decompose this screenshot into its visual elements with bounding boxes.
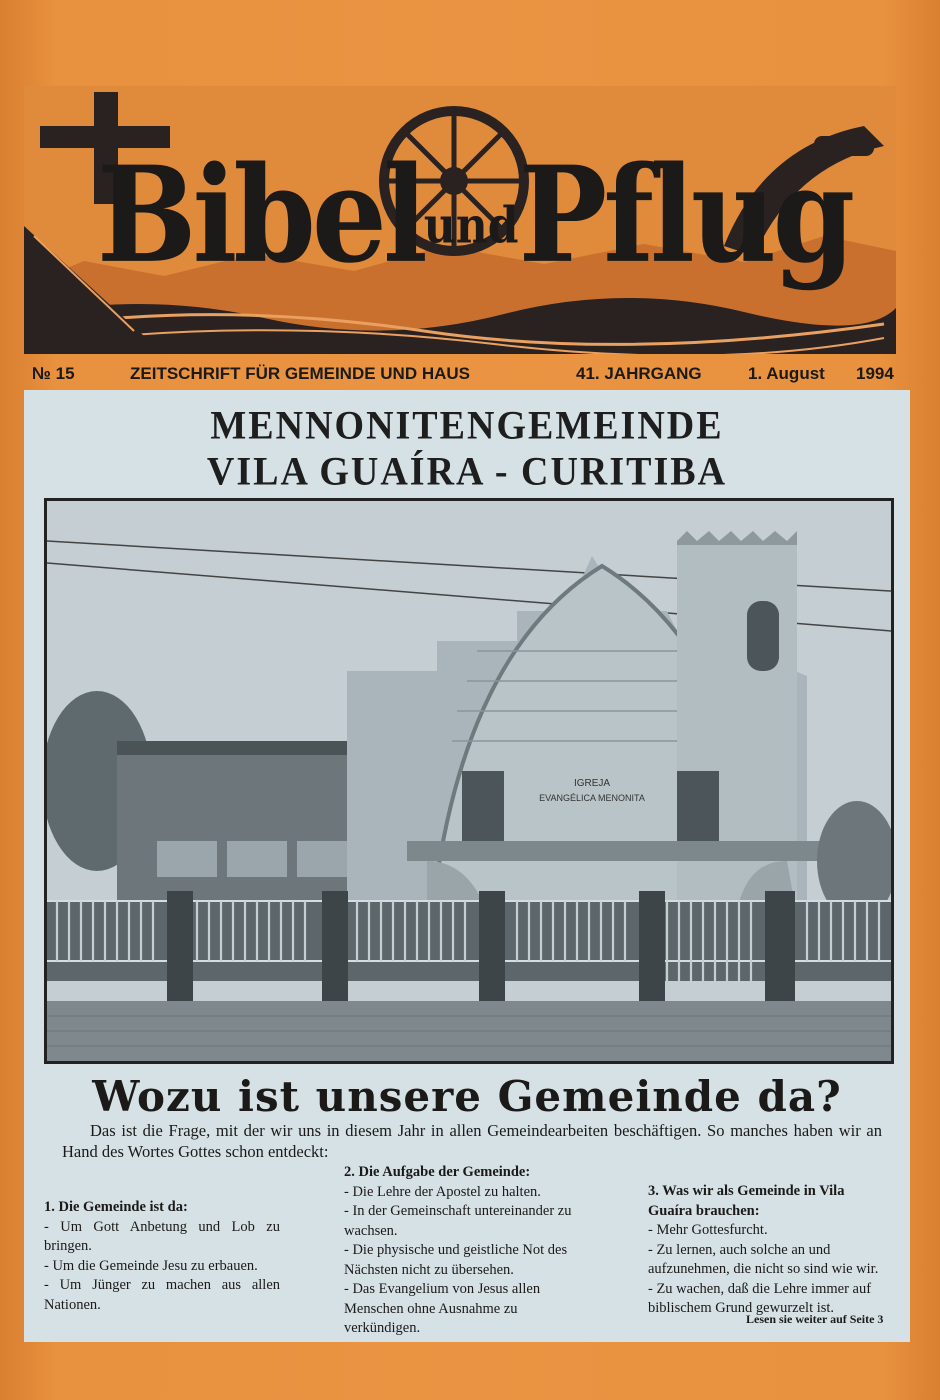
- headline-line-2: VILA GUAÍRA - CURITIBA: [206, 449, 728, 495]
- list-item: - In der Gemeinschaft untereinander zu wachsen.: [344, 1203, 572, 1239]
- article-intro: Das ist die Frage, mit der wir uns in diesem Jahr in allen Gemeindearbeiten beschäftigen. So manches haben wir an Hand des Wortes Gottes schon entdeckt:: [62, 1121, 882, 1161]
- list-item: - Um Gott Anbetung und Lob zu bringen.: [44, 1218, 280, 1254]
- masthead-title-word2: und: [423, 197, 519, 255]
- article-column-3: [648, 1182, 892, 1319]
- list-item: - Zu lernen, auch solche an und aufzunehmen, die nicht so sind wie wir.: [648, 1241, 879, 1277]
- masthead-title-word1: Bibel: [96, 136, 424, 293]
- masthead-title-word3: Pflug: [518, 136, 852, 293]
- column-2-heading: 2. Die Aufgabe der Gemeinde:: [344, 1164, 531, 1180]
- list-item: - Mehr Gottesfurcht.: [648, 1222, 768, 1238]
- church-sign-line1: IGREJA: [573, 778, 611, 789]
- masthead: [24, 86, 896, 354]
- list-item: - Um die Gemeinde Jesu zu erbauen.: [44, 1257, 258, 1274]
- issue-date: 1. August: [748, 364, 825, 383]
- church-photo: [44, 498, 894, 1064]
- publication-subtitle: ZEITSCHRIFT FÜR GEMEINDE UND HAUS: [130, 364, 470, 383]
- column-3-heading: 3. Was wir als Gemeinde in Vila Guaíra brauchen:: [648, 1183, 845, 1219]
- list-item: - Die physische und geistliche Not des Nächsten nicht zu übersehen.: [344, 1242, 568, 1278]
- issue-number: № 15: [32, 364, 75, 383]
- issue-year: 1994: [856, 364, 894, 383]
- church-sign-line2: EVANGÉLICA MENONITA: [539, 793, 645, 803]
- column-1-heading: 1. Die Gemeinde ist da:: [44, 1199, 188, 1215]
- issue-info-bar: [28, 364, 896, 388]
- volume-label: 41. JAHRGANG: [576, 364, 702, 383]
- article-column-2: [344, 1163, 584, 1339]
- masthead-title: [64, 136, 884, 293]
- church-photo-image: [47, 501, 891, 1061]
- list-item: - Das Evangelium von Jesus allen Menschen ohne Ausnahme zu verkündigen.: [344, 1281, 541, 1336]
- list-item: - Um Jünger zu machen aus allen Nationen.: [44, 1277, 280, 1313]
- headline-line-1: MENNONITENGEMEINDE: [210, 403, 724, 449]
- continued-note: Lesen sie weiter auf Seite 3: [746, 1312, 884, 1326]
- list-item: - Zu wachen, daß die Lehre immer auf biblischem Grund gewurzelt ist.: [648, 1280, 872, 1316]
- article-panel: [24, 390, 910, 1342]
- list-item: - Die Lehre der Apostel zu halten.: [344, 1183, 541, 1200]
- article-question-title: Wozu ist unsere Gemeinde da?: [92, 1072, 842, 1121]
- article-column-1: [44, 1198, 280, 1315]
